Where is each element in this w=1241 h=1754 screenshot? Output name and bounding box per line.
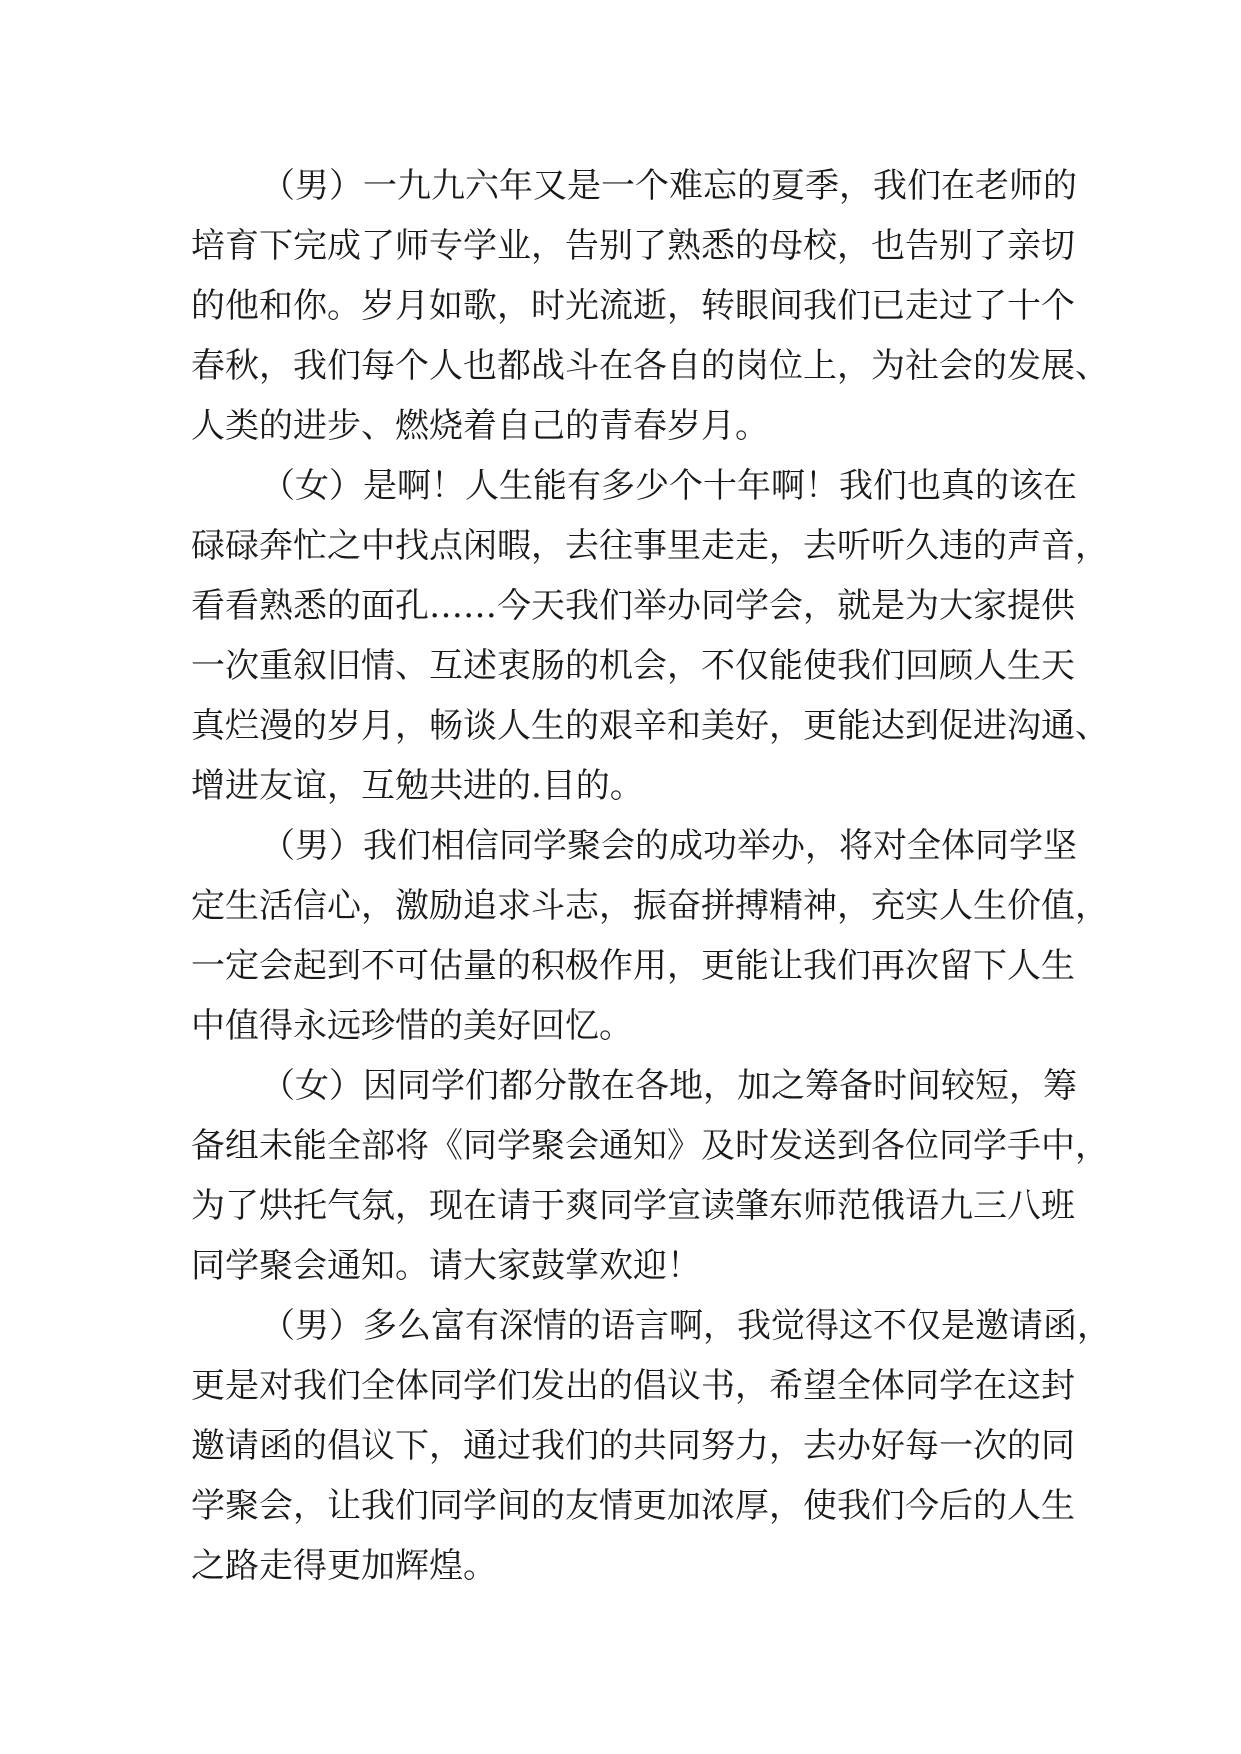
text-line: 之路走得更加辉煌。 (191, 1546, 497, 1586)
text-line: 人类的进步、燃烧着自己的青春岁月。 (191, 406, 769, 446)
text-line: 增进友谊，互勉共进的.目的。 (191, 766, 644, 806)
text-line: 邀请函的倡议下，通过我们的共同努力，去办好每一次的同 (191, 1426, 1075, 1466)
text-line: （男）一九九六年又是一个难忘的夏季，我们在老师的 (261, 166, 1077, 206)
paragraph-5 (191, 1296, 1111, 1596)
text-line: （女）是啊！人生能有多少个十年啊！我们也真的该在 (261, 466, 1077, 506)
text-line: 更是对我们全体同学们发出的倡议书，希望全体同学在这封 (191, 1366, 1075, 1406)
text-line: 看看熟悉的面孔……今天我们举办同学会，就是为大家提供 (191, 586, 1075, 626)
text-line: 同学聚会通知。请大家鼓掌欢迎！ (191, 1246, 701, 1286)
text-line: 学聚会，让我们同学间的友情更加浓厚，使我们今后的人生 (191, 1486, 1075, 1526)
text-line: 一定会起到不可估量的积极作用，更能让我们再次留下人生 (191, 946, 1075, 986)
text-line: （男）我们相信同学聚会的成功举办，将对全体同学坚 (261, 826, 1077, 866)
text-line: 真烂漫的岁月，畅谈人生的艰辛和美好，更能达到促进沟通、 (191, 706, 1109, 746)
text-line: 培育下完成了师专学业，告别了熟悉的母校，也告别了亲切 (191, 226, 1075, 266)
text-line: 为了烘托气氛，现在请于爽同学宣读肇东师范俄语九三八班 (191, 1186, 1075, 1226)
text-line: 春秋，我们每个人也都战斗在各自的岗位上，为社会的发展、 (191, 346, 1109, 386)
text-line: 备组未能全部将《同学聚会通知》及时发送到各位同学手中， (191, 1126, 1109, 1166)
text-line: （女）因同学们都分散在各地，加之筹备时间较短，筹 (261, 1066, 1077, 1106)
document-body (191, 156, 1111, 1596)
text-line: 的他和你。岁月如歌，时光流逝，转眼间我们已走过了十个 (191, 286, 1075, 326)
paragraph-2 (191, 456, 1109, 816)
text-line: 碌碌奔忙之中找点闲暇，去往事里走走，去听听久违的声音， (191, 526, 1109, 566)
paragraph-4 (191, 1056, 1109, 1296)
paragraph-1 (191, 156, 1109, 456)
text-line: 中值得永远珍惜的美好回忆。 (191, 1006, 633, 1046)
text-line: 一次重叙旧情、互述衷肠的机会，不仅能使我们回顾人生天 (191, 646, 1075, 686)
text-line: （男）多么富有深情的语言啊，我觉得这不仅是邀请函， (261, 1306, 1111, 1346)
paragraph-3 (191, 816, 1109, 1056)
text-line: 定生活信心，激励追求斗志，振奋拼搏精神，充实人生价值， (191, 886, 1109, 926)
